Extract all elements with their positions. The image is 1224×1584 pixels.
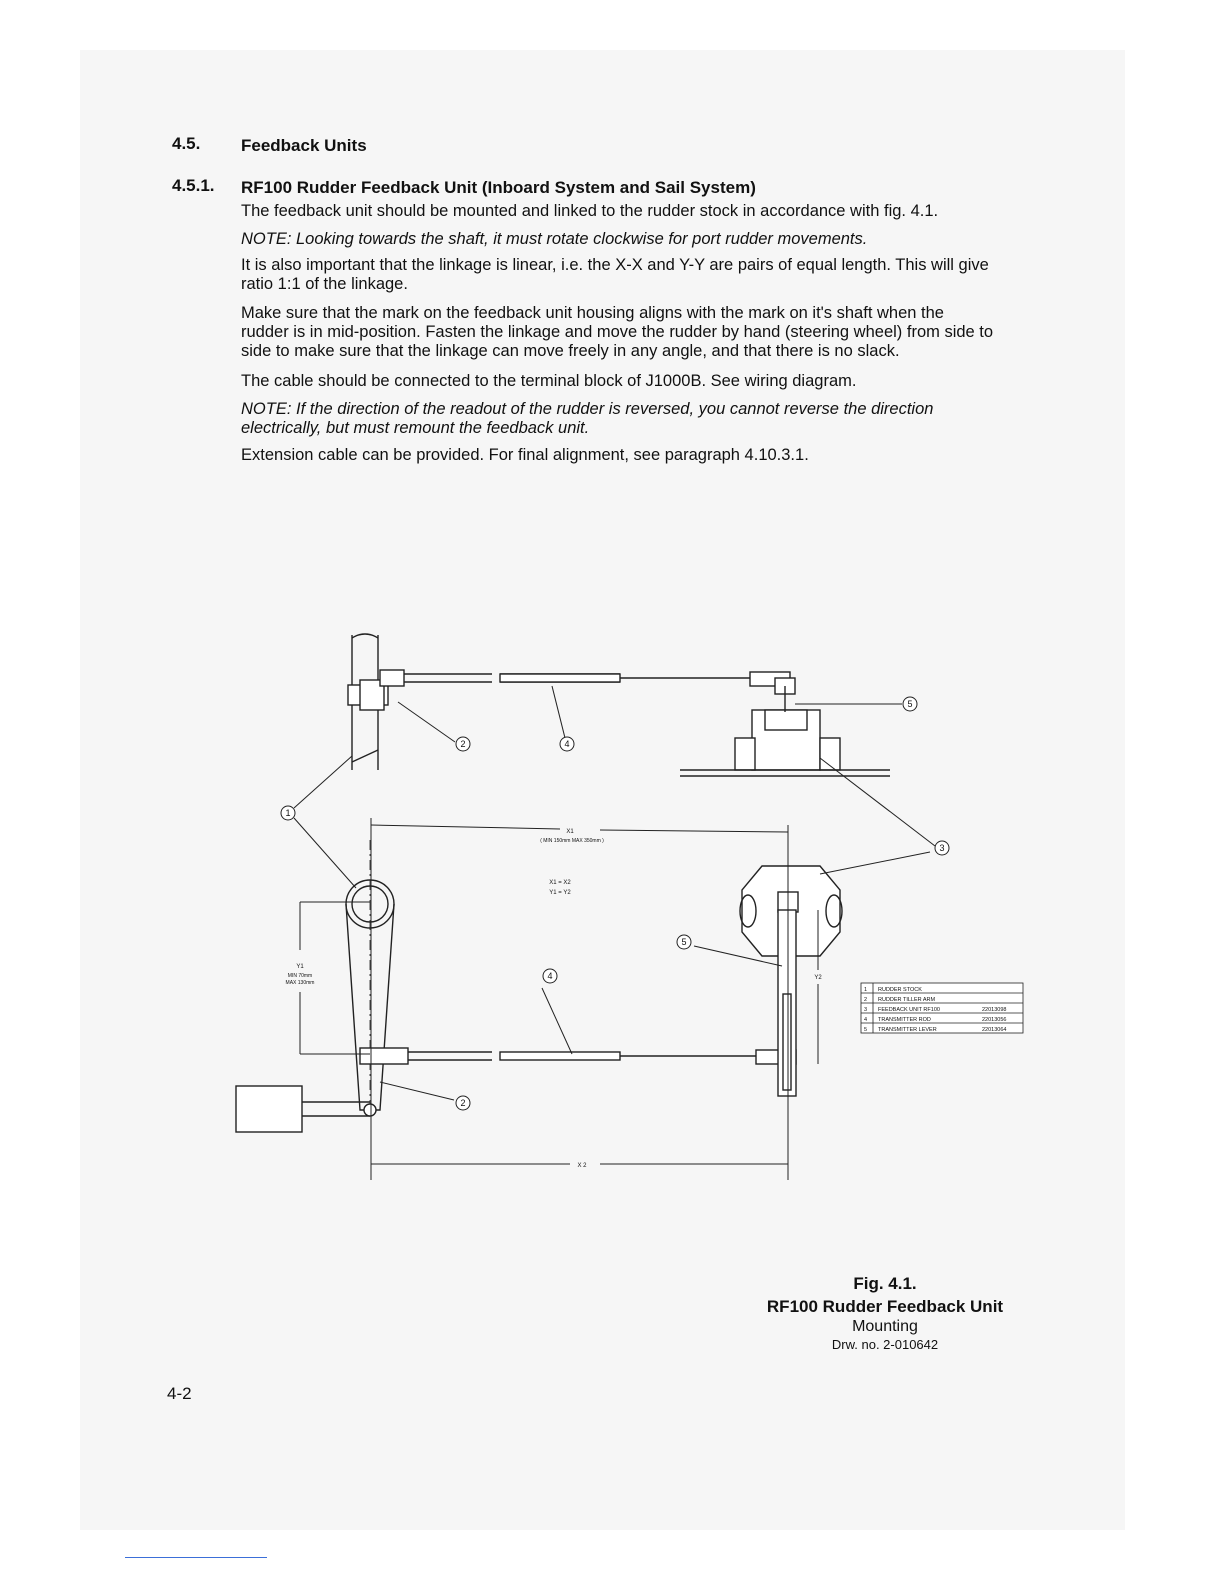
legend-code: 22013098 — [982, 1007, 1007, 1013]
paragraph: It is also important that the linkage is linear, i.e. the X-X and Y-Y are pairs of equal length. This will give ratio 1:1 of the linkage. — [241, 256, 989, 293]
section-number: 4.5. — [172, 134, 201, 153]
paragraph: The cable should be connected to the terminal block of J1000B. See wiring diagram. — [241, 372, 857, 390]
callout-3: 3 — [939, 843, 945, 853]
legend-name: TRANSMITTER ROD — [878, 1017, 931, 1023]
subsection-number: 4.5.1. — [172, 176, 215, 195]
note: NOTE: If the direction of the readout of the rudder is reversed, you cannot reverse the direction electrically, but must remount the feedback unit. — [241, 400, 934, 437]
legend-no: 1 — [864, 987, 868, 993]
dim-y1-min: MIN 70mm — [287, 973, 313, 979]
paragraph: The feedback unit should be mounted and linked to the rudder stock in accordance with fig. 4.1. — [241, 202, 939, 220]
legend-name: RUDDER TILLER ARM — [878, 997, 936, 1003]
dim-x2: X 2 — [577, 1163, 587, 1169]
page-number: 4-2 — [167, 1384, 192, 1403]
dim-y1: Y1 — [296, 964, 304, 970]
callout-2: 2 — [460, 739, 466, 749]
legend-name: TRANSMITTER LEVER — [878, 1027, 937, 1033]
legend-name: FEEDBACK UNIT RF100 — [878, 1007, 940, 1013]
legend-code: 22013064 — [982, 1027, 1007, 1033]
paragraph: Extension cable can be provided. For final alignment, see paragraph 4.10.3.1. — [241, 446, 809, 464]
callout-5: 5 — [681, 937, 687, 947]
rudder-tiller-bottom — [236, 840, 394, 1132]
dim-y1-max: MAX 130mm — [285, 980, 315, 986]
legend-name: RUDDER STOCK — [878, 987, 922, 993]
caption-subtitle: Mounting — [852, 1318, 918, 1335]
dimension-lines — [300, 818, 818, 1180]
legend-no: 2 — [864, 997, 868, 1003]
callout-4: 4 — [564, 739, 570, 749]
dim-x1-range: ( MIN 150mm MAX 350mm ) — [540, 838, 604, 844]
callout-1: 1 — [285, 808, 291, 818]
legend-no: 4 — [864, 1017, 868, 1023]
transmitter-rod-top — [380, 670, 795, 694]
feedback-unit-bottom — [740, 866, 842, 1096]
legend-code: 22013056 — [982, 1017, 1007, 1023]
callout-5: 5 — [907, 699, 913, 709]
caption-fig: Fig. 4.1. — [853, 1274, 917, 1293]
dim-eq1: X1 = X2 — [549, 880, 571, 886]
paragraph: Make sure that the mark on the feedback unit housing aligns with the mark on it's shaft when the rudder is in mid-position. Fasten the linkage and move the rudder by hand (steering wheel) from side to side to make sure that the linkage can move freely in any angle, and that there is no slack. — [241, 304, 994, 360]
rudder-stock-top — [348, 634, 388, 770]
callout-2: 2 — [460, 1098, 466, 1108]
transmitter-rod-bottom — [360, 1048, 796, 1064]
feedback-unit-top — [680, 686, 890, 776]
callout-4: 4 — [547, 971, 553, 981]
legend-no: 3 — [864, 1007, 868, 1013]
legend-no: 5 — [864, 1027, 868, 1033]
subsection-title: RF100 Rudder Feedback Unit (Inboard System and Sail System) — [241, 178, 756, 197]
section-title: Feedback Units — [241, 136, 367, 155]
dim-x1: X1 — [566, 829, 574, 835]
caption-title: RF100 Rudder Feedback Unit — [766, 1297, 1004, 1316]
scan-edge-line — [125, 1557, 267, 1558]
mounting-drawing — [230, 620, 1030, 1180]
note: NOTE: Looking towards the shaft, it must rotate clockwise for port rudder movements. — [241, 230, 868, 248]
dim-eq2: Y1 = Y2 — [549, 890, 571, 896]
caption-drawing-no: Drw. no. 2-010642 — [831, 1337, 939, 1352]
parts-legend — [861, 983, 1023, 1033]
dim-y2: Y2 — [814, 975, 822, 981]
